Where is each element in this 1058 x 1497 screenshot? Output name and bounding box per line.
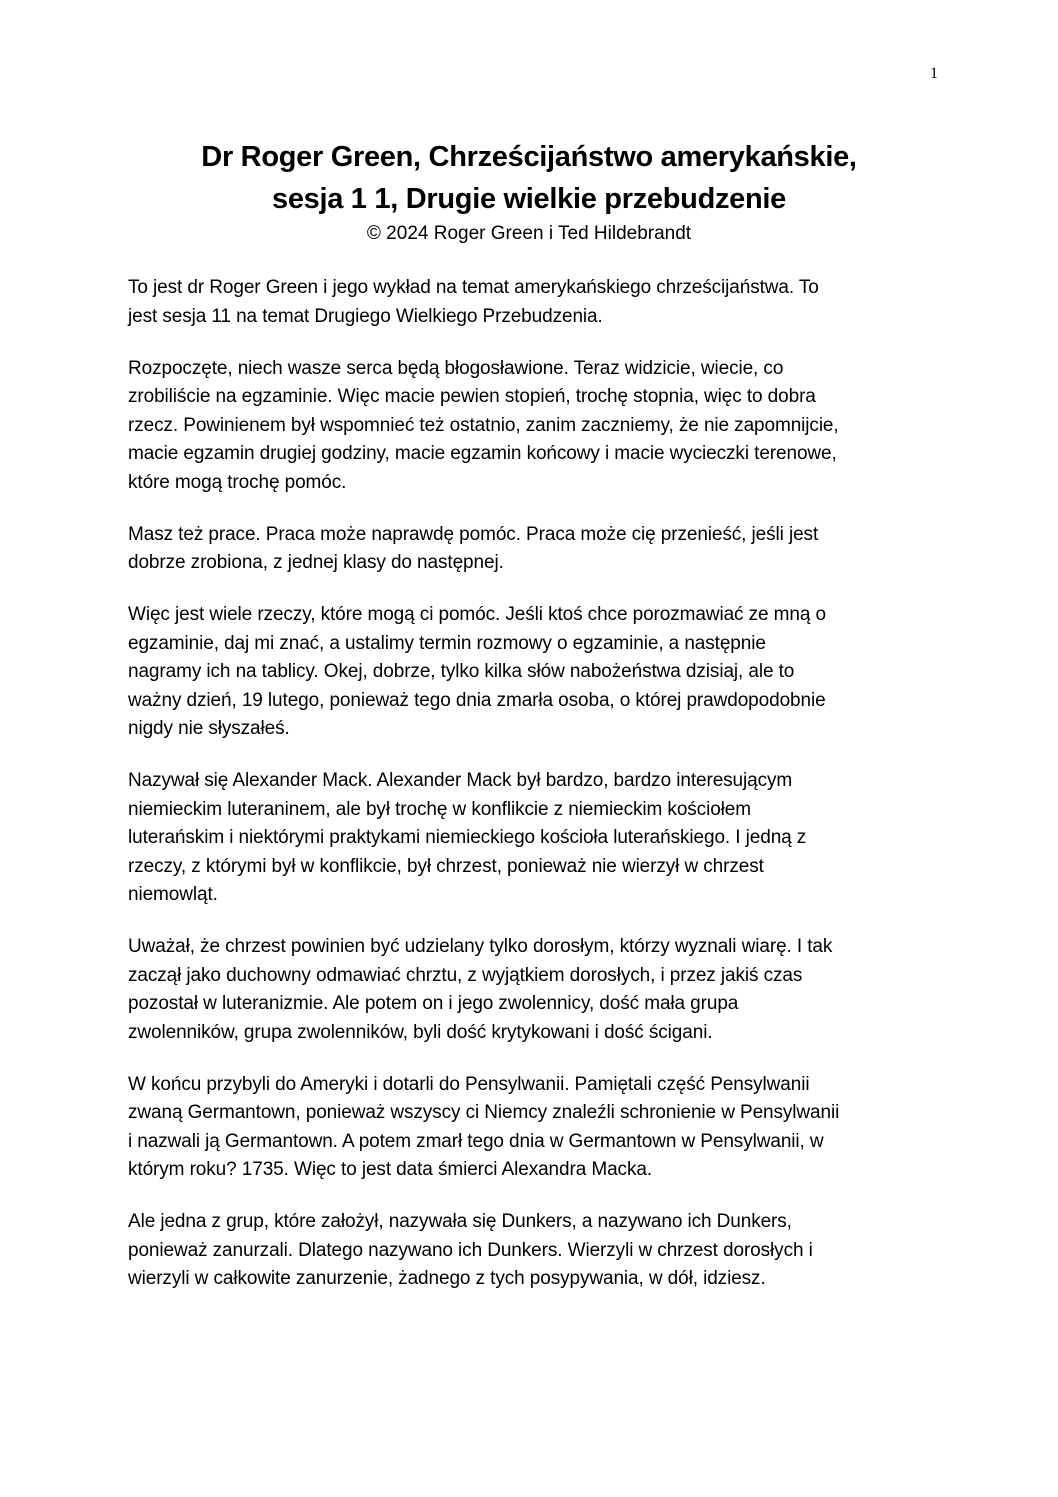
text-line: egzaminie, daj mi znać, a ustalimy termin rozmowy o egzaminie, a następnie — [128, 632, 766, 654]
text-line: jest sesja 11 na temat Drugiego Wielkiego Przebudzenia. — [128, 305, 603, 327]
document-title-line-1: Dr Roger Green, Chrześcijaństwo amerykańskie, — [201, 141, 857, 173]
title-block — [0, 136, 1058, 248]
text-line: wierzyli w całkowite zanurzenie, żadnego z tych posypywania, w dół, idziesz. — [128, 1268, 766, 1289]
text-line: Rozpoczęte, niech wasze serca będą błogosławione. Teraz widzicie, wiecie, co — [128, 357, 784, 379]
text-line: niemieckim luteraninem, ale był trochę w konflikcie z niemieckim kościołem — [128, 798, 751, 820]
text-line: zrobiliście na egzaminie. Więc macie pewien stopień, trochę stopnia, więc to dobra — [128, 386, 816, 407]
text-line: które mogą trochę pomóc. — [128, 471, 347, 493]
paragraph-2 — [128, 355, 958, 498]
paragraph-6 — [128, 933, 958, 1047]
text-line: Ale jedna z grup, które założył, nazywała się Dunkers, a nazywano ich Dunkers, — [128, 1211, 792, 1232]
text-line: macie egzamin drugiej godziny, macie egzamin końcowy i macie wycieczki terenowe, — [128, 443, 837, 464]
text-line: ważny dzień, 19 lutego, ponieważ tego dnia zmarła osoba, o której prawdopodobnie — [128, 689, 826, 711]
paragraph-5 — [128, 767, 958, 910]
text-line: nigdy nie słyszałeś. — [128, 718, 290, 739]
text-line: Masz też prace. Praca może naprawdę pomóc. Praca może cię przenieść, jeśli jest — [128, 523, 819, 545]
text-line: ponieważ zanurzali. Dlatego nazywano ich Dunkers. Wierzyli w chrzest dorosłych i — [128, 1239, 813, 1261]
text-line: pozostał w luteranizmie. Ale potem on i jego zwolennicy, dość mała grupa — [128, 993, 739, 1014]
paragraph-8 — [128, 1208, 958, 1294]
paragraph-3 — [128, 521, 958, 578]
text-line: Więc jest wiele rzeczy, które mogą ci pomóc. Jeśli ktoś chce porozmawiać ze mną o — [128, 604, 826, 625]
paragraph-7 — [128, 1071, 958, 1185]
document-body — [128, 274, 958, 1317]
text-line: W końcu przybyli do Ameryki i dotarli do Pensylwanii. Pamiętali część Pensylwanii — [128, 1073, 810, 1095]
document-title-line-2: sesja 1 1, Drugie wielkie przebudzenie — [271, 183, 787, 215]
copyright-line: © 2024 Roger Green i Ted Hildebrandt — [366, 223, 692, 244]
text-line: rzecz. Powinienem był wspomnieć też ostatnio, zanim zaczniemy, że nie zapomnijcie, — [128, 414, 839, 436]
text-line: Uważał, że chrzest powinien być udzielany tylko dorosłym, którzy wyznali wiarę. I tak — [128, 936, 833, 957]
paragraph-1 — [128, 274, 958, 331]
text-line: To jest dr Roger Green i jego wykład na temat amerykańskiego chrześcijaństwa. To — [128, 277, 819, 298]
paragraph-4 — [128, 601, 958, 744]
text-line: niemowląt. — [128, 884, 218, 905]
page-number: 1 — [930, 65, 938, 82]
text-line: i nazwali ją Germantown. A potem zmarł tego dnia w Germantown w Pensylwanii, w — [128, 1130, 824, 1152]
text-line: nagramy ich na tablicy. Okej, dobrze, tylko kilka słów nabożeństwa dzisiaj, ale to — [128, 661, 795, 682]
text-line: zwolenników, grupa zwolenników, byli dość krytykowani i dość ścigani. — [128, 1021, 713, 1043]
text-line: którym roku? 1735. Więc to jest data śmierci Alexandra Macka. — [128, 1159, 653, 1180]
text-line: dobrze zrobiona, z jednej klasy do następnej. — [128, 552, 504, 573]
text-line: Nazywał się Alexander Mack. Alexander Mack był bardzo, bardzo interesującym — [128, 770, 793, 791]
text-line: luterańskim i niektórymi praktykami niemieckiego kościoła luterańskiego. I jedną z — [128, 827, 807, 848]
text-line: zwaną Germantown, ponieważ wszyscy ci Niemcy znaleźli schronienie w Pensylwanii — [128, 1102, 840, 1123]
text-line: zaczął jako duchowny odmawiać chrztu, z wyjątkiem dorosłych, i przez jakiś czas — [128, 964, 803, 986]
text-line: rzeczy, z którymi był w konflikcie, był chrzest, ponieważ nie wierzył w chrzest — [128, 855, 764, 877]
